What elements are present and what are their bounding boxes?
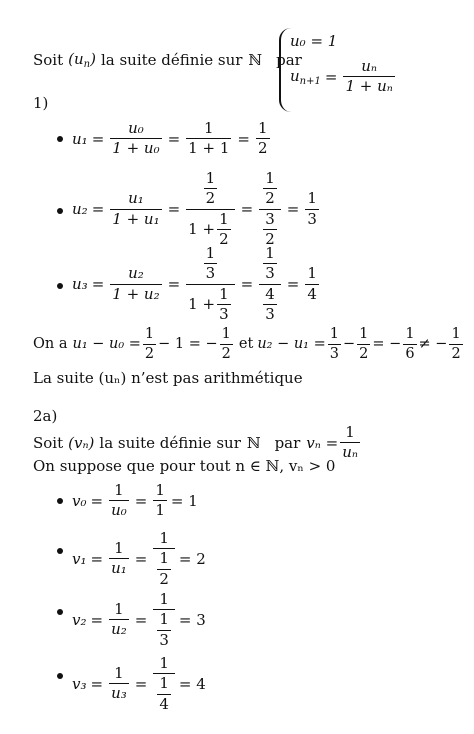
defined-on-text: la suite définie sur [100,51,243,69]
recurrence-relation: $u_{n+1}$ = $\frac{\text{uₙ}}{\text{1 + uₙ}}$ [290,57,393,96]
bullet [57,548,63,554]
bullet [57,208,63,214]
v1-computation: v₁ = $\frac{1}{\text{u₁}}$ = $\frac{1}{\frac{1}{2}}$ = 2 [72,529,206,588]
u3-computation: u₃ = $\frac{\text{u₂}}{\text{1 + u₂}}$ = $\frac{1}{3}$ 1 + $\frac{1}{3}$ = $\frac{\frac{1}{3}}{\frac{4}{3}}$ = $\frac{1}{4}$ [72,244,317,323]
differences-line: On a u₁ − u₀ = $\frac{1}{2}$ − 1 = − $\frac{1}{2}$ et u₂ − u₁ = $\frac{1}{3}$ − $\frac{1}{2}$ = − $\frac{1}{6}$ ≠ − $\frac{1}{2}$ [33,326,461,362]
u2-computation: u₂ = $\frac{\text{u₁}}{\text{1 + u₁}}$ = $\frac{1}{2}$ 1 + $\frac{1}{2}$ = $\frac{\frac{1}{2}}{\frac{3}{2}}$ = $\frac{1}{3}$ [72,169,317,248]
v2-computation: v₂ = $\frac{1}{\text{u₂}}$ = $\frac{1}{\frac{1}{3}}$ = 3 [72,590,206,649]
bullet [57,498,63,504]
v0-computation: v₀ = $\frac{1}{\text{u₀}}$ = $\frac{1}{1}$ = 1 [72,481,198,520]
assumption-text: On suppose que pour tout n ∈ ℕ, vₙ > 0 [33,457,336,475]
bullet [57,673,63,679]
bullet [57,283,63,289]
v-sequence-definition: Soit (vₙ) la suite définie sur ℕ par vₙ = $\frac{1}{\text{uₙ}}$ [33,423,358,462]
sequence-definition [33,50,302,70]
question-1-label: 1) [33,94,49,112]
bullet [57,136,63,142]
u1-computation: u₁ = $\frac{\text{u₀}}{\text{1 + u₀}}$ = $\frac{1}{1 + 1}$ = $\frac{1}{2}$ [72,119,268,158]
recurrence-lhs: $u_{n+1}$ [290,66,321,87]
set-n-symbol: ℕ [248,51,263,69]
initial-condition: u₀ = 1 [290,32,338,50]
soit-text: Soit [33,51,64,69]
v3-computation: v₃ = $\frac{1}{\text{u₃}}$ = $\frac{1}{\frac{1}{4}}$ = 4 [72,654,206,713]
question-2a-label: 2a) [33,407,58,425]
sequence-name: $(u_n)$ [68,50,96,70]
recurrence-fraction: $\frac{\text{uₙ}}{\text{1 + uₙ}}$ [345,57,393,96]
bullet [57,609,63,615]
conclusion-text: La suite (uₙ) n’est pas arithmétique [33,369,303,387]
par-text: par [276,51,302,69]
